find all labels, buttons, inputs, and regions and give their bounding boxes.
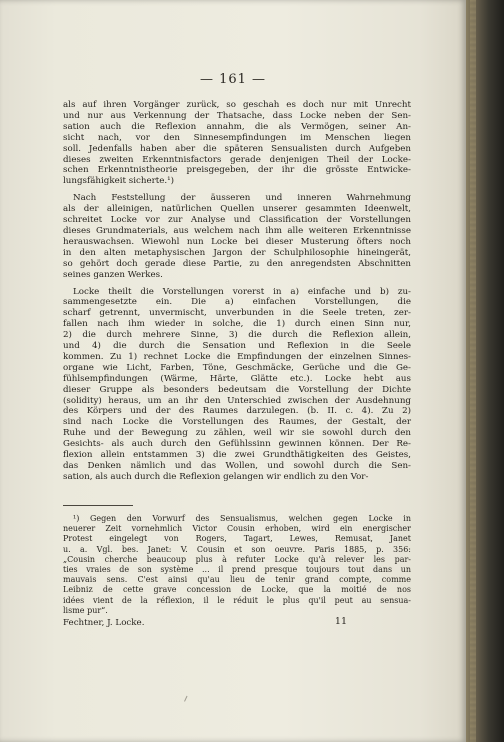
- text-line: sation auch die Reflexion annahm, die als Vermögen, seiner An-: [63, 121, 411, 132]
- text-line: kommen. Zu 1) rechnet Locke die Empfindungen der einzelnen Sinnes-: [63, 351, 411, 362]
- text-line: herauswachsen. Wiewohl nun Locke bei dieser Musterung öfters noch: [63, 236, 411, 247]
- text-line: sammengesetzte ein. Die a) einfachen Vorstellungen, die: [63, 297, 411, 308]
- text-line: so gehört doch gerade diese Partie, zu den anregendsten Abschnitten: [63, 258, 411, 269]
- text-line: Nach Feststellung der äusseren und inneren Wahrnehmung: [73, 193, 411, 204]
- text-line: dieser Gruppe als besonders bedeutsam die Vorstellung der Dichte: [63, 384, 411, 395]
- text-line: sation, als auch durch die Reflexion gelangen wir endlich zu den Vor-: [63, 471, 369, 482]
- text-line: scharf getrennt, unvermischt, unverbunden in die Seele treten, zer-: [63, 308, 411, 319]
- text-line: schen Erkenntnistheorie preisgegeben, der ihr die grösste Entwicke-: [63, 165, 411, 176]
- text-line: als auf ihren Vorgänger zurück, so geschah es doch nur mit Unrecht: [63, 100, 411, 110]
- footnote-line: ties vraies de son système ... il prend presque toujours tout dans un: [63, 565, 411, 575]
- signature-sheet-number: 11: [334, 616, 347, 627]
- text-line: seines ganzen Werkes.: [63, 269, 163, 280]
- text-line: organe wie Licht, Farben, Töne, Geschmäcke, Gerüche und die Ge-: [63, 362, 411, 373]
- text-line: dieses zweiten Erkenntnisfactors gerade denjenigen Theil der Locke-: [63, 154, 411, 165]
- paragraph: [63, 287, 411, 483]
- footnote-line: lisme pur“.: [63, 605, 108, 615]
- text-line: schreitet Locke vor zur Analyse und Classification der Vorstellungen: [63, 215, 411, 226]
- footnote-line: „Cousin cherche beaucoup plus à refuter Locke qu'à relever les par-: [63, 554, 411, 564]
- text-line: Locke theilt die Vorstellungen vorerst in a) einfache und b) zu-: [73, 286, 411, 297]
- footnote-line: u. a. Vgl. bes. Janet: V. Cousin et son oeuvre. Paris 1885, p. 356:: [63, 544, 411, 554]
- text-line: flexion allein entstammen 3) die zwei Grundthätigkeiten des Geistes,: [63, 450, 411, 461]
- text-line: Gesichts- als auch durch den Gefühlssinn gewinnen können. Der Re-: [63, 439, 411, 450]
- pencil-mark: [184, 696, 193, 704]
- page-number: — 161 —: [199, 72, 267, 87]
- footnote-line: ¹) Gegen den Vorwurf des Sensualismus, welchen gegen Locke in: [73, 514, 411, 523]
- text-line: lungsfähigkeit sicherte.¹): [63, 176, 175, 187]
- footnote-line: Leibniz de cette grave concession de Locke, que la moitié de nos: [63, 585, 411, 595]
- text-line: (solidity) heraus, um an ihr den Unterschied zwischen der Ausdehnung: [63, 395, 411, 406]
- text-line: sicht nach, vor den Sinnesempfindungen im Menschen liegen: [63, 132, 411, 143]
- text-line: des Körpers und der des Raumes darzulegen. (b. II. c. 4). Zu 2): [63, 406, 411, 417]
- signature-author: Fechtner, J. Locke.: [63, 618, 145, 628]
- footnote-line: idées vient de la réflexion, il le réduit le plus qu'il peut au sensua-: [63, 595, 411, 605]
- text-line: soll. Jedenfalls haben aber die späteren Sensualisten durch Aufgeben: [63, 143, 411, 154]
- text-line: Ruhe und der Bewegung zu zählen, weil wir sie sowohl durch den: [63, 428, 411, 439]
- text-line: 2) die durch mehrere Sinne, 3) die durch die Reflexion allein,: [63, 330, 411, 341]
- text-line: in den alten metaphysischen Jargon der Schulphilosophie hineingerät,: [63, 247, 411, 258]
- paragraph: [63, 100, 411, 187]
- footnote-divider: [63, 505, 133, 506]
- footnote-line: Protest eingelegt von Rogers, Tagart, Lewes, Remusat, Janet: [63, 534, 411, 544]
- paragraph: [63, 193, 411, 280]
- text-line: das Denken nämlich und das Wollen, und sowohl durch die Sen-: [63, 461, 411, 471]
- text-line: fühlsempfindungen (Wärme, Härte, Glätte etc.). Locke hebt aus: [63, 373, 411, 384]
- body-text: [63, 100, 411, 483]
- footnote-line: mauvais sens. C'est ainsi qu'au lieu de tenir grand compte, comme: [63, 575, 411, 585]
- footnote-line: neuerer Zeit vornehmlich Victor Cousin erhoben, wird ein energischer: [63, 524, 411, 534]
- text-line: und nur aus Verkennung der Thatsache, dass Locke neben der Sen-: [63, 110, 411, 121]
- text-line: als der alleinigen, natürlichen Quellen unserer gesammten Ideenwelt,: [63, 204, 411, 215]
- text-line: fallen nach ihm wieder in solche, die 1) durch einen Sinn nur,: [63, 319, 411, 330]
- footnotes: [63, 514, 411, 616]
- text-line: und 4) die durch die Sensation und Reflexion in die Seele: [63, 341, 411, 352]
- text-line: dieses Grundmaterials, aus welchem nach ihm alle weiteren Erkenntnisse: [63, 225, 411, 236]
- book-spine: [466, 0, 504, 742]
- text-line: sind nach Locke die Vorstellungen des Raumes, der Gestalt, der: [63, 417, 411, 428]
